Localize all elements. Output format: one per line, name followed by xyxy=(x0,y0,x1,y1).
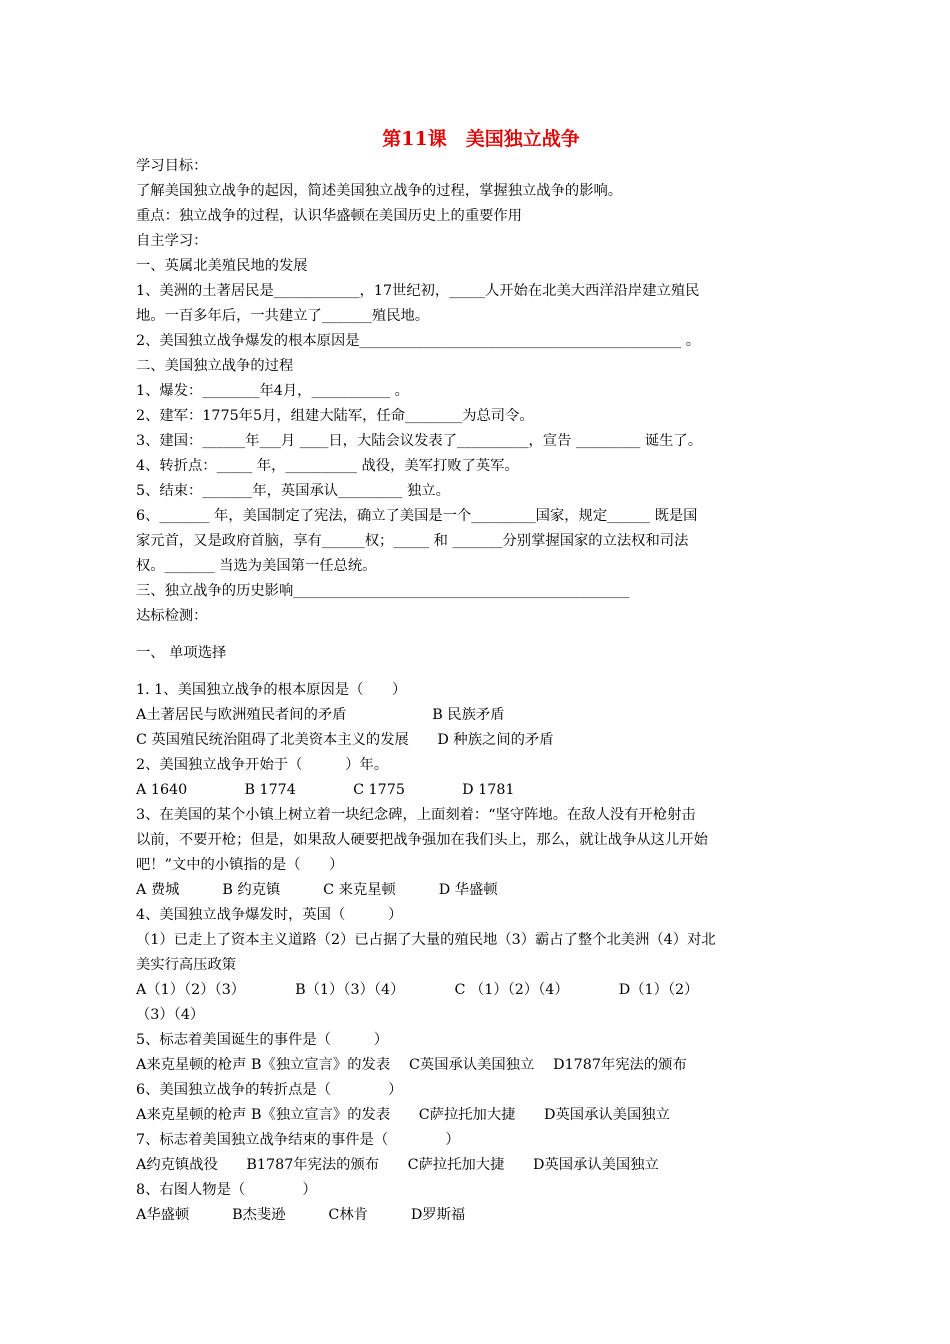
text-line: A来克星顿的枪声 B《独立宣言》的发表 C英国承认美国独立 D1787年宪法的颁布 xyxy=(136,1057,687,1073)
text-line: 二、美国独立战争的过程 xyxy=(136,358,294,374)
text-line: 了解美国独立战争的起因，简述美国独立战争的过程，掌握独立战争的影响。 xyxy=(136,183,623,199)
text-line: （3）（4） xyxy=(136,1007,205,1023)
text-line: C 英国殖民统治阻碍了北美资本主义的发展 D 种族之间的矛盾 xyxy=(136,732,554,748)
text-line: A（1）（2）（3） B（1）（3）（4） C （1）（2）（4） D（1）（2） xyxy=(136,982,699,998)
text-line: A华盛顿 B杰斐逊 C林肯 D罗斯福 xyxy=(136,1207,466,1223)
text-line: 自主学习： xyxy=(136,233,208,249)
text-line: 3、在美国的某个小镇上树立着一块纪念碑，上面刻着：“坚守阵地。在敌人没有开枪射击 xyxy=(136,807,696,823)
spacer xyxy=(136,666,816,678)
text-line: 一、英属北美殖民地的发展 xyxy=(136,258,308,274)
text-line: A约克镇战役 B1787年宪法的颁布 C萨拉托加大捷 D英国承认美国独立 xyxy=(136,1157,659,1173)
text-line: 2、建军：1775年5月，组建大陆军，任命________为总司令。 xyxy=(136,408,534,424)
text-line: 2、美国独立战争开始于（ ）年。 xyxy=(136,757,389,773)
text-line: A来克星顿的枪声 B《独立宣言》的发表 C萨拉托加大捷 D英国承认美国独立 xyxy=(136,1107,670,1123)
text-line: 达标检测： xyxy=(136,608,208,624)
text-line: A土著居民与欧洲殖民者间的矛盾 B 民族矛盾 xyxy=(136,707,505,723)
text-line: 4、美国独立战争爆发时，英国（ ） xyxy=(136,907,403,923)
text-line: 重点：独立战争的过程，认识华盛顿在美国历史上的重要作用 xyxy=(136,208,523,224)
text-line: 3、建国：______年___月 ____日，大陆会议发表了__________，宣告 _________ 诞生了。 xyxy=(136,433,703,449)
choice-heading-section xyxy=(136,641,816,666)
text-line: 三、独立战争的历史影响_______________________________________________ xyxy=(136,583,630,599)
text-line: 吧！”文中的小镇指的是（ ） xyxy=(136,857,344,873)
study-section xyxy=(136,154,816,629)
text-line: 地。一百多年后，一共建立了_______殖民地。 xyxy=(136,308,430,324)
text-line: 以前，不要开枪；但是，如果敌人硬要把战争强加在我们头上，那么，就让战争从这儿开始 xyxy=(136,832,708,848)
text-line: A 费城 B 约克镇 C 来克星顿 D 华盛顿 xyxy=(136,882,498,898)
text-line: 5、结束：_______年，英国承认_________ 独立。 xyxy=(136,483,450,499)
text-line: 7、标志着美国独立战争结束的事件是（ ） xyxy=(136,1132,460,1148)
page-title: 第11课 美国独立战争 xyxy=(382,128,580,150)
text-line: 家元首，又是政府首脑，享有______权；_____ 和 _______分别掌握国家的立法权和司法 xyxy=(136,533,689,549)
text-line: 6、美国独立战争的转折点是（ ） xyxy=(136,1082,403,1098)
text-line: 4、转折点：_____ 年，__________ 战役，美军打败了英军。 xyxy=(136,458,519,474)
text-line: 8、右图人物是（ ） xyxy=(136,1182,317,1198)
text-line: 一、 单项选择 xyxy=(136,645,227,661)
text-line: 学习目标： xyxy=(136,158,208,174)
text-line: 美实行高压政策 xyxy=(136,957,237,973)
text-line: 5、标志着美国诞生的事件是（ ） xyxy=(136,1032,389,1048)
text-line: （1）已走上了资本主义道路（2）已占据了大量的殖民地（3）霸占了整个北美洲（4）对北 xyxy=(136,932,716,948)
text-line: 1、爆发：________年4月，___________ 。 xyxy=(136,383,409,399)
worksheet xyxy=(136,124,816,1228)
text-line: 1. 1、美国独立战争的根本原因是（ ） xyxy=(136,682,407,698)
questions-section xyxy=(136,678,816,1228)
spacer xyxy=(136,629,816,641)
text-line: 权。_______ 当选为美国第一任总统。 xyxy=(136,558,377,574)
text-line: 1、美洲的土著居民是____________，17世纪初，_____人开始在北美大西洋沿岸建立殖民 xyxy=(136,283,700,299)
text-line: A 1640 B 1774 C 1775 D 1781 xyxy=(136,782,515,798)
text-line: 6、_______ 年，美国制定了宪法，确立了美国是一个_________国家，规定______ 既是国 xyxy=(136,508,698,524)
text-line: 2、美国独立战争爆发的根本原因是_____________________________________________ 。 xyxy=(136,333,701,349)
